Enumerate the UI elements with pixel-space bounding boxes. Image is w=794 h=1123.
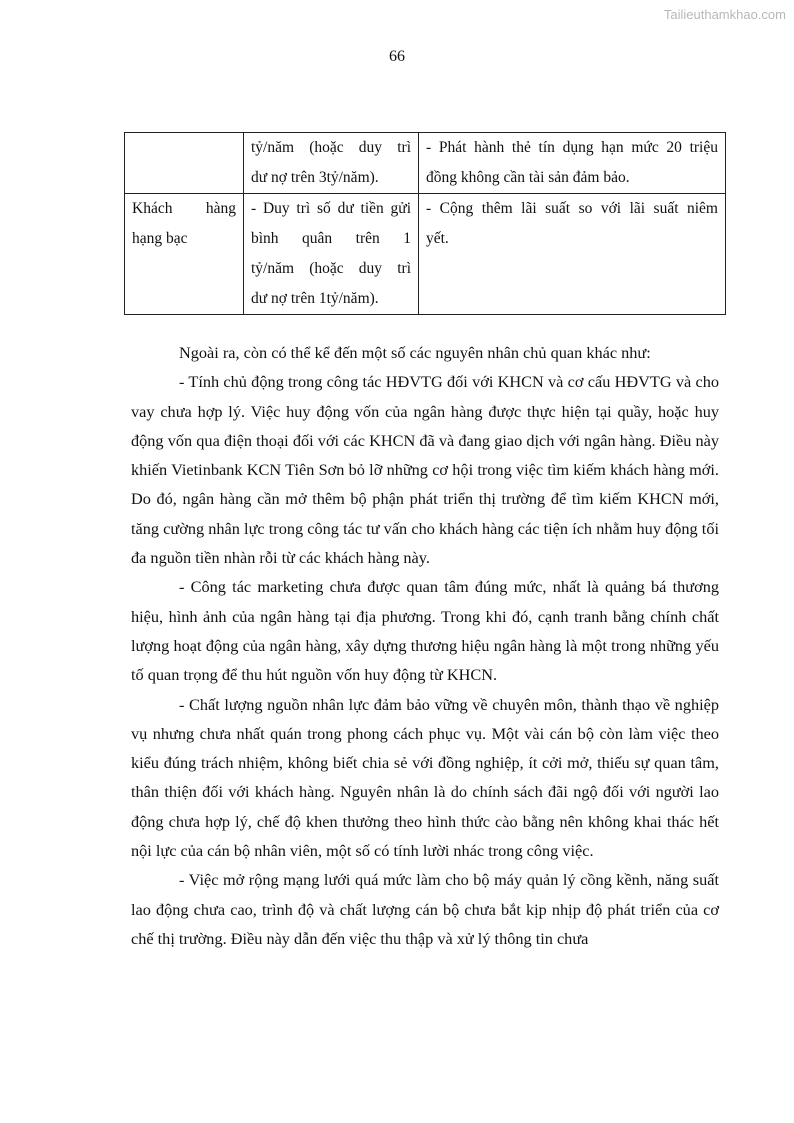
cell-line: Khách hàng <box>132 200 236 217</box>
cell-line: - Cộng thêm lãi suất so với lãi suất niêm <box>426 200 718 217</box>
cell-line: tỷ/năm (hoặc duy trì <box>251 139 411 156</box>
cell-line: đồng không cần tài sản đảm bảo. <box>426 169 630 186</box>
table-row <box>125 194 726 315</box>
table-cell-condition <box>244 133 419 194</box>
cell-line: - Duy trì số dư tiền gửi <box>251 200 411 217</box>
cell-line: bình quân trên 1 <box>251 230 411 247</box>
table-cell-customer-tier <box>125 133 244 194</box>
cell-line: dư nợ trên 1tỷ/năm). <box>251 290 379 307</box>
paragraph-network-expansion: - Việc mở rộng mạng lưới quá mức làm cho bộ máy quản lý cồng kềnh, năng suất lao động chưa cao, trình độ và chất lượng cán bộ chưa bắt kịp nhịp độ phát triển của cơ chế thị trường. Điều này dẫn đến việc thu thập và xử lý thông tin chưa <box>131 870 719 948</box>
page-number: 66 <box>389 48 405 65</box>
watermark: Tailieuthamkhao.com <box>663 7 786 22</box>
cell-line: tỷ/năm (hoặc duy trì <box>251 260 411 277</box>
paragraph-intro: Ngoài ra, còn có thể kể đến một số các nguyên nhân chủ quan khác như: <box>179 343 651 362</box>
cell-line: dư nợ trên 3tỷ/năm). <box>251 169 379 186</box>
table-cell-benefit <box>419 133 726 194</box>
benefits-table <box>124 132 726 315</box>
paragraph-marketing: - Công tác marketing chưa được quan tâm đúng mức, nhất là quảng bá thương hiệu, hình ảnh của ngân hàng tại địa phương. Trong khi đó, cạnh tranh bằng chính chất lượng hoạt động của ngân hàng, xây dựng thương hiệu ngân hàng là một trong những yếu tố quan trọng để thu hút nguồn vốn huy động từ KHCN. <box>131 577 719 685</box>
paragraph-initiative: - Tính chủ động trong công tác HĐVTG đối với KHCN và cơ cấu HĐVTG và cho vay chưa hợp lý. Việc huy động vốn của ngân hàng được thực hiện tại quầy, hoặc huy động vốn qua điện thoại đối với các KHCN đã và đang giao dịch với ngân hàng. Điều này khiến Vietinbank KCN Tiên Sơn bỏ lỡ những cơ hội trong việc tìm kiếm khách hàng mới. Do đó, ngân hàng cần mở thêm bộ phận phát triển thị trường để tìm kiếm KHCN mới, tăng cường nhân lực trong công tác tư vấn cho khách hàng các tiện ích nhằm huy động tối đa nguồn tiền nhàn rỗi từ các khách hàng này. <box>131 372 719 568</box>
table-cell-condition <box>244 194 419 315</box>
cell-line: hạng bạc <box>132 230 188 247</box>
body-text <box>131 338 719 953</box>
table-cell-customer-tier <box>125 194 244 315</box>
cell-line: yết. <box>426 230 449 247</box>
paragraph-human-resources: - Chất lượng nguồn nhân lực đảm bảo vững về chuyên môn, thành thạo về nghiệp vụ nhưng chưa nhất quán trong phong cách phục vụ. Một vài cán bộ còn làm việc theo kiểu đúng trách nhiệm, không biết chia sẻ với đồng nghiệp, ít cởi mở, thiếu sự quan tâm, thân thiện đối với khách hàng. Nguyên nhân là do chính sách đãi ngộ đối với người lao động chưa hợp lý, chế độ khen thưởng theo hình thức cào bằng nên không khai thác hết nội lực của cán bộ nhân viên, một số có tính lười nhác trong công việc. <box>131 694 719 861</box>
cell-line: - Phát hành thẻ tín dụng hạn mức 20 triệu <box>426 139 718 156</box>
table-row <box>125 133 726 194</box>
table-cell-benefit <box>419 194 726 315</box>
